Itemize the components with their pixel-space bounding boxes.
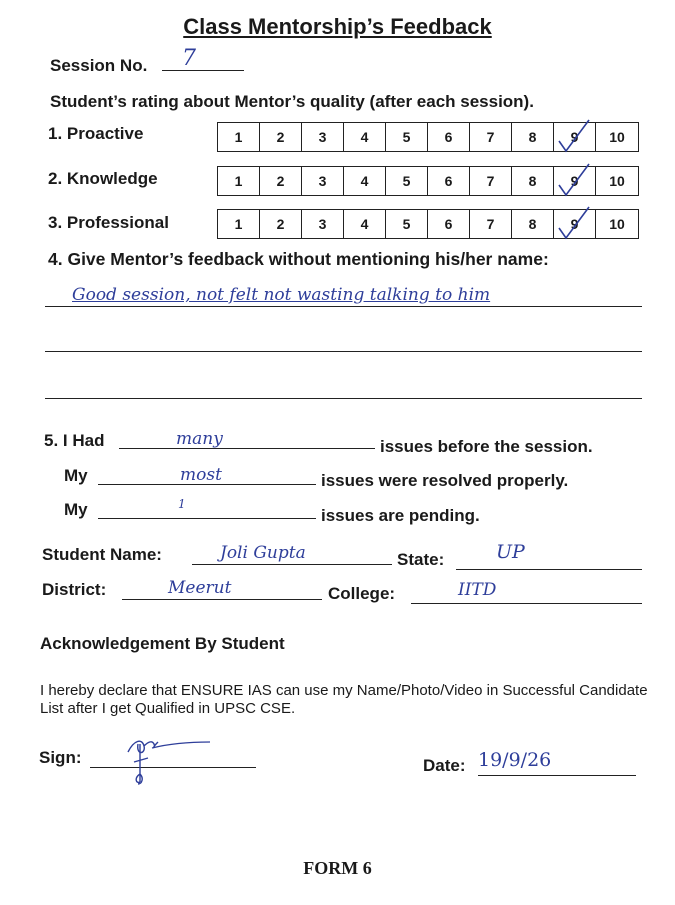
- session-value[interactable]: 7: [182, 46, 196, 71]
- rating-cell-number: 2: [276, 129, 285, 145]
- acknowledgement-heading: Acknowledgement By Student: [40, 634, 285, 653]
- rating-cell-5[interactable]: [386, 123, 428, 151]
- rating-cell-number: 2: [276, 216, 285, 232]
- rating-cell-4[interactable]: [344, 167, 386, 195]
- issues-pending-suffix: issues are pending.: [321, 506, 480, 525]
- college-value[interactable]: IITD: [458, 580, 497, 600]
- date-value[interactable]: 19/9/26: [478, 749, 552, 771]
- date-line: [478, 775, 636, 776]
- rating-cell-number: 5: [402, 129, 411, 145]
- date-label: Date:: [423, 756, 466, 775]
- rating-cell-number: 1: [234, 129, 243, 145]
- rating-cell-3[interactable]: [302, 210, 344, 238]
- rating-cell-number: 6: [444, 216, 453, 232]
- session-line: [162, 70, 244, 71]
- rating-cell-2[interactable]: [260, 210, 302, 238]
- rating-cell-9[interactable]: [554, 123, 596, 151]
- issues-resolved-value[interactable]: most: [180, 465, 222, 485]
- rating-cell-number: 7: [486, 129, 495, 145]
- rating-cell-number: 8: [528, 173, 537, 189]
- issues-resolved-label: My: [64, 466, 88, 485]
- rating-cell-8[interactable]: [512, 123, 554, 151]
- district-value[interactable]: Meerut: [168, 578, 232, 598]
- rating-cell-number: 9: [570, 216, 579, 232]
- rating-cell-number: 1: [234, 216, 243, 232]
- rating-cell-number: 10: [609, 129, 625, 145]
- feedback-answer[interactable]: Good session, not felt not wasting talking to him: [72, 285, 491, 305]
- rating-cell-number: 10: [609, 216, 625, 232]
- district-label: District:: [42, 580, 107, 599]
- state-label: State:: [397, 550, 445, 569]
- rating-cell-2[interactable]: [260, 123, 302, 151]
- rating-cell-number: 8: [528, 216, 537, 232]
- signature-image[interactable]: [118, 730, 214, 788]
- rating-cell-number: 3: [318, 173, 327, 189]
- rating-cell-number: 5: [402, 173, 411, 189]
- sign-label: Sign:: [39, 748, 82, 767]
- issues-pending-value[interactable]: 1: [178, 497, 186, 511]
- rating-cell-7[interactable]: [470, 167, 512, 195]
- issues-had-suffix: issues before the session.: [380, 437, 593, 456]
- rating-cell-number: 4: [360, 129, 369, 145]
- issues-resolved-suffix: issues were resolved properly.: [321, 471, 569, 490]
- issues-had-label: 5. I Had: [44, 431, 105, 450]
- form-title: Class Mentorship’s Feedback: [183, 14, 492, 39]
- feedback-line-1: [45, 306, 642, 307]
- rating-cell-number: 7: [486, 216, 495, 232]
- rating-cell-4[interactable]: [344, 210, 386, 238]
- rating-cell-6[interactable]: [428, 210, 470, 238]
- rating-cell-1[interactable]: [218, 167, 260, 195]
- student-name-line: [192, 564, 392, 565]
- issues-pending-label: My: [64, 500, 88, 519]
- student-name-label: Student Name:: [42, 545, 162, 564]
- rating-scale-knowledge: [217, 166, 639, 196]
- rating-cell-10[interactable]: [596, 123, 638, 151]
- rating-cell-9[interactable]: [554, 210, 596, 238]
- district-line: [122, 599, 322, 600]
- rating-cell-4[interactable]: [344, 123, 386, 151]
- form-number: FORM 6: [303, 858, 372, 878]
- college-line: [411, 603, 642, 604]
- session-label: Session No.: [50, 56, 148, 75]
- student-name-value[interactable]: Joli Gupta: [220, 543, 306, 563]
- rating-cell-9[interactable]: [554, 167, 596, 195]
- rating-label-knowledge: 2. Knowledge: [48, 169, 158, 188]
- rating-cell-number: 9: [570, 129, 579, 145]
- checkmark-icon: [556, 161, 592, 201]
- issues-had-value[interactable]: many: [176, 429, 223, 449]
- rating-cell-6[interactable]: [428, 123, 470, 151]
- rating-cell-3[interactable]: [302, 167, 344, 195]
- rating-cell-number: 9: [570, 173, 579, 189]
- checkmark-icon: [556, 204, 592, 244]
- rating-cell-number: 10: [609, 173, 625, 189]
- rating-cell-8[interactable]: [512, 210, 554, 238]
- state-line: [456, 569, 642, 570]
- checkmark-icon: [556, 117, 592, 157]
- feedback-line-3: [45, 398, 642, 399]
- rating-heading: Student’s rating about Mentor’s quality (after each session).: [50, 92, 534, 111]
- rating-cell-10[interactable]: [596, 167, 638, 195]
- rating-cell-5[interactable]: [386, 167, 428, 195]
- rating-cell-number: 8: [528, 129, 537, 145]
- rating-cell-1[interactable]: [218, 210, 260, 238]
- rating-cell-6[interactable]: [428, 167, 470, 195]
- issues-had-line: [119, 448, 375, 449]
- rating-scale-proactive: [217, 122, 639, 152]
- rating-cell-number: 3: [318, 129, 327, 145]
- rating-cell-7[interactable]: [470, 123, 512, 151]
- rating-label-professional: 3. Professional: [48, 213, 169, 232]
- rating-cell-number: 2: [276, 173, 285, 189]
- rating-cell-number: 3: [318, 216, 327, 232]
- rating-cell-number: 4: [360, 173, 369, 189]
- issues-pending-line: [98, 518, 316, 519]
- rating-cell-10[interactable]: [596, 210, 638, 238]
- rating-cell-2[interactable]: [260, 167, 302, 195]
- rating-cell-number: 6: [444, 129, 453, 145]
- rating-cell-7[interactable]: [470, 210, 512, 238]
- rating-cell-number: 5: [402, 216, 411, 232]
- rating-cell-number: 1: [234, 173, 243, 189]
- feedback-line-2: [45, 351, 642, 352]
- rating-cell-3[interactable]: [302, 123, 344, 151]
- college-label: College:: [328, 584, 396, 603]
- rating-cell-number: 4: [360, 216, 369, 232]
- acknowledgement-text: I hereby declare that ENSURE IAS can use my Name/Photo/Video in Successful Candidate List after I get Qualified in UPSC CSE.: [40, 682, 648, 717]
- rating-scale-professional: [217, 209, 639, 239]
- rating-cell-5[interactable]: [386, 210, 428, 238]
- rating-cell-number: 6: [444, 173, 453, 189]
- state-value[interactable]: UP: [496, 541, 525, 563]
- rating-cell-1[interactable]: [218, 123, 260, 151]
- rating-cell-number: 7: [486, 173, 495, 189]
- rating-label-proactive: 1. Proactive: [48, 124, 144, 143]
- rating-cell-8[interactable]: [512, 167, 554, 195]
- feedback-prompt: 4. Give Mentor’s feedback without mentioning his/her name:: [48, 249, 549, 269]
